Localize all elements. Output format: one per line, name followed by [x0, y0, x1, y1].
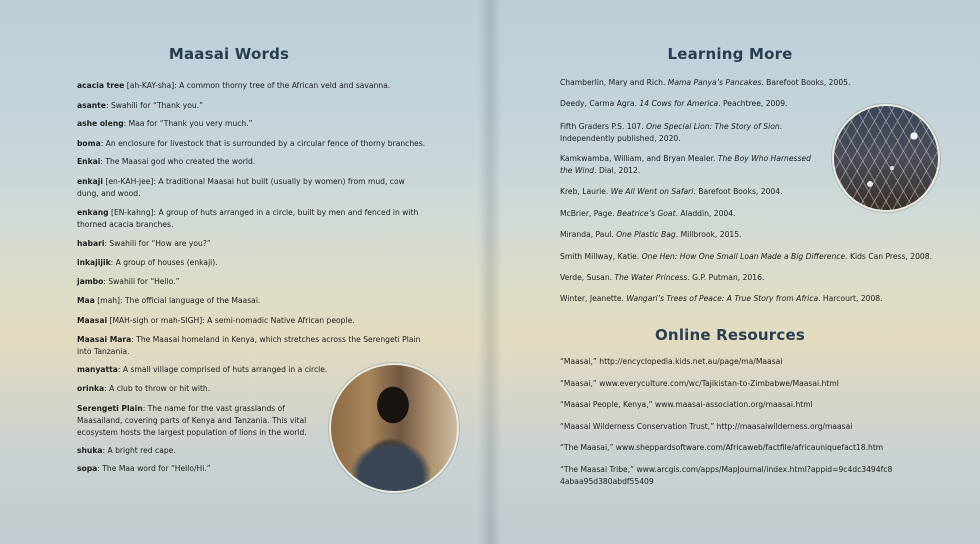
- glossary-entry: shuka: A bright red cape.: [77, 446, 176, 455]
- fence-night-photo: [832, 104, 940, 212]
- online-resource: “Maasai People, Kenya,” www.maasai-association.org/maasai.html: [560, 400, 813, 409]
- learning-more-title: Learning More: [667, 45, 793, 63]
- glossary-entry: ashe oleng: Maa for “Thank you very much.”: [77, 119, 253, 128]
- book-reference: Winter, Jeanette. Wangari’s Trees of Peace: A True Story from Africa. Harcourt, 2008.: [560, 294, 883, 303]
- maasai-words-title: Maasai Words: [168, 45, 290, 63]
- glossary-entry: orinka: A club to throw or hit with.: [77, 384, 211, 393]
- glossary-entry: Maasai Mara: The Maasai homeland in Kenya, which stretches across the Serengeti Plain into Tanzania.: [77, 335, 421, 356]
- book-reference: Smith Millway, Katie. One Hen: How One Small Loan Made a Big Difference. Kids Can Press, 2008.: [560, 252, 932, 261]
- glossary-entry: enkang [EN-kahng]: A group of huts arranged in a circle, built by men and fenced in with thorned acacia branches.: [77, 208, 419, 229]
- glossary-entry: inkajijik: A group of houses (enkaji).: [77, 258, 218, 267]
- book-reference: Miranda, Paul. One Plastic Bag. Millbrook, 2015.: [560, 230, 742, 239]
- online-resource: “Maasai,” www.everyculture.com/wc/Tajikistan-to-Zimbabwe/Maasai.html: [560, 379, 839, 388]
- book-reference: Kamkwamba, William, and Bryan Mealer. The Boy Who Harnessed the Wind. Dial, 2012.: [560, 154, 811, 175]
- book-reference: Kreb, Laurie. We All Went on Safari. Barefoot Books, 2004.: [560, 187, 783, 196]
- online-resource: “The Maasai Tribe,” www.arcgis.com/apps/MapJournal/index.html?appid=9c4dc3494fc8 4abaa95d380abdf55409: [560, 465, 893, 486]
- glossary-entry: habari: Swahili for “How are you?”: [77, 239, 211, 248]
- glossary-entry: Maasai [MAH-sigh or mah-SIGH]: A semi-nomadic Native African people.: [77, 316, 355, 325]
- glossary-entry: jambo: Swahili for “Hello.”: [77, 277, 180, 286]
- book-reference: Chamberlin, Mary and Rich. Mama Panya’s Pancakes. Barefoot Books, 2005.: [560, 78, 851, 87]
- online-resource: “Maasai Wilderness Conservation Trust,” http://maasaiwilderness.org/maasai: [560, 422, 853, 431]
- glossary-entry: Maa [mah]: The official language of the Maasai.: [77, 296, 261, 305]
- book-reference: Verde, Susan. The Water Princess. G.P. Putman, 2016.: [560, 273, 765, 282]
- book-reference: McBrier, Page. Beatrice’s Goat. Aladdin, 2004.: [560, 209, 736, 218]
- glossary-entry: Serengeti Plain: The name for the vast grasslands of Maasailand, covering parts of Kenya and Tanzania. This vital ecosystem hosts the largest population of lions in the world.: [77, 404, 307, 437]
- glossary-entry: enkaji [en-KAH-jee]: A traditional Maasai hut built (usually by women) from mud, cow dung, and wood.: [77, 177, 405, 198]
- glossary-entry: sopa: The Maa word for “Hello/Hi.”: [77, 464, 211, 473]
- glossary-entry: acacia tree [ah-KAY-sha]: A common thorny tree of the African veld and savanna.: [77, 81, 391, 90]
- online-resource: “The Maasai,” www.sheppardsoftware.com/Africaweb/factfile/africauniquefact18.htm: [560, 443, 884, 452]
- glossary-entry: boma: An enclosure for livestock that is surrounded by a circular fence of thorny branches.: [77, 139, 426, 148]
- boy-beading-photo: [329, 363, 459, 493]
- book-reference: Fifth Graders P.S. 107. One Special Lion: The Story of Sion. Independently published, 2020.: [560, 122, 783, 143]
- online-resource: “Maasai,” http://encyclopedia.kids.net.au/page/ma/Maasai: [560, 357, 783, 366]
- glossary-entry: manyatta: A small village comprised of huts arranged in a circle.: [77, 365, 328, 374]
- online-resources-title: Online Resources: [654, 326, 805, 344]
- book-reference: Deedy, Carma Agra. 14 Cows for America. Peachtree, 2009.: [560, 99, 788, 108]
- right-page: [490, 0, 980, 544]
- glossary-entry: Enkai: The Maasai god who created the world.: [77, 157, 256, 166]
- glossary-entry: asante: Swahili for “Thank you.”: [77, 101, 204, 110]
